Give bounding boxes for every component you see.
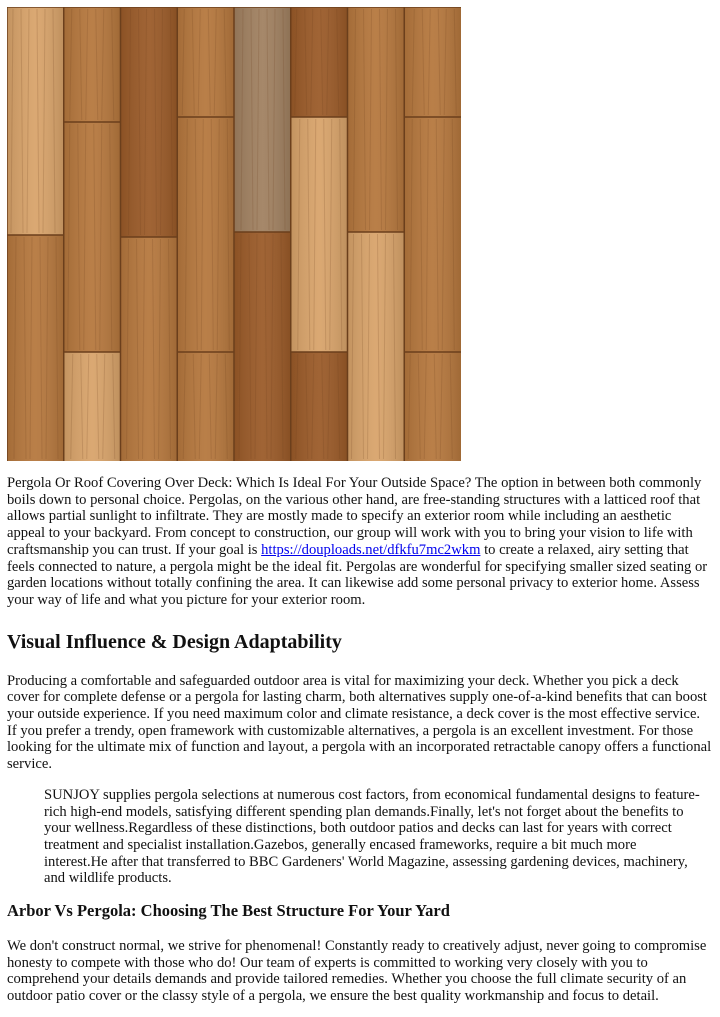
wood-plank-shade (291, 7, 348, 117)
intro-paragraph (7, 475, 712, 609)
wood-plank-shade (7, 7, 64, 235)
wood-plank-shade (64, 122, 121, 352)
article-body (7, 470, 712, 1005)
intro-text-start: Pergola Or Roof Covering Over Deck: Which Is Ideal For Your Outside Space? The option in between both commonly boils down to personal choice. Pergolas, on the various other hand, are free-standing structures with a latticed roof that allows partial sunlight to infiltrate. They are mostly made to specify an exterior room while including an aesthetic appeal to your backyard. From concept to construction, our group will work with you to bring your vision to life with craftsmanship you can trust. If your goal is (7, 475, 702, 558)
intro-text-end: to create a relaxed, airy setting that feels connected to nature, a pergola might be the ideal fit. Pergolas are wonderful for specifying smaller sized seating or garden locations without totally confining the area. It can likewise add some personal privacy to exterior home. Assess your way of life and what you picture for your exterior room. (7, 541, 708, 608)
blockquote: SUNJOY supplies pergola selections at numerous cost factors, from economical fundamental designs to feature-rich high-end models, satisfying different spending plan demands.Finally, let's not forget about the benefits to your wellness.Regardless of these distinctions, both outdoor patios and decks can last for years with correct treatment and specialist installation.Gazebos, generally encased frameworks, require a bit much more interest.He after that transferred to BBC Gardeners' World Magazine, assessing gardening devices, machinery, and wildlife products. (44, 786, 700, 887)
section-paragraph: Producing a comfortable and safeguarded outdoor area is vital for maximizing your deck. Whether you pick a deck cover for complete defense or a pergola for lasting charm, both alternatives supply one-of-a-kind benefits that can boost your outside experience. If you need maximum color and climate resistance, a deck cover is the most effective service. If you prefer a trendy, open framework with customizable alternatives, a pergola is an excellent investment. For those looking for the ultimate mix of function and layout, a pergola with an incorporated retractable canopy offers a functional service. (7, 672, 712, 773)
section-heading-visual-influence: Visual Influence & Design Adaptability (7, 630, 342, 653)
wood-plank-shade (404, 352, 461, 461)
closing-paragraph: We don't construct normal, we strive for phenomenal! Constantly ready to creatively adjust, never going to compromise honesty to compete with those who do! Our team of experts is committed to working very closely with you to comprehend your details demands and provide tailored remedies. Whether you choose the full climate security of an outdoor patio cover or the classy style of a pergola, we ensure the best quality workmanship and focus to detail. (7, 938, 707, 1005)
wood-plank-image (7, 7, 461, 461)
wood-plank-texture-icon (7, 7, 461, 461)
douploads-link[interactable]: https://douploads.net/dfkfu7mc2wkm (261, 541, 481, 558)
section-heading-arbor-vs-pergola: Arbor Vs Pergola: Choosing The Best Structure For Your Yard (7, 901, 450, 921)
wood-plank-shade (348, 232, 405, 461)
